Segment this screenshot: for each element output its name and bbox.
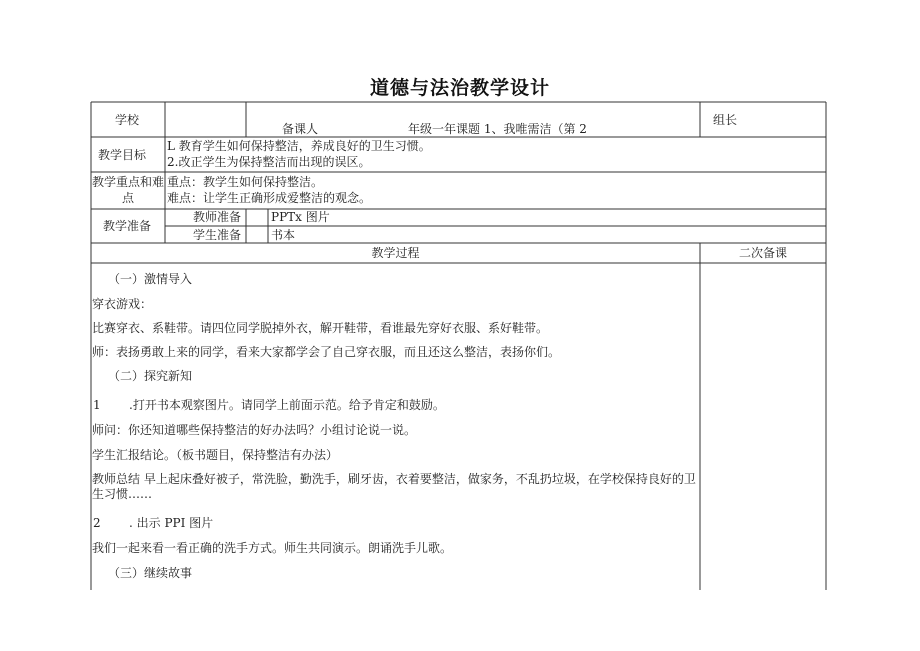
paragraph-continued: 生习惯……	[92, 487, 153, 501]
section-story: （三）继续故事	[108, 566, 193, 580]
difficulty-point: 难点：让学生正确形成爱整洁的观念。	[167, 191, 372, 205]
paragraph: 师：表扬勇敢上来的同学，看来大家都学会了自己穿衣服，而且还这么整洁，表扬你们。	[92, 345, 561, 359]
key-points-label: 教学重点和难	[92, 175, 165, 189]
student-prep-value: 书本	[271, 228, 296, 242]
paragraph: 师问：你还知道哪些保持整洁的好办法吗？小组讨论说一说。	[92, 423, 417, 437]
paragraph: 比赛穿衣、系鞋带。请四位同学脱掉外衣，解开鞋带，看谁最先穿好衣服、系好鞋带。	[92, 321, 549, 335]
step-number: 1	[93, 398, 101, 412]
second-prep-header: 二次备课	[738, 246, 787, 260]
goal-line-1: L 教育学生如何保持整洁，养成良好的卫生习惯。	[167, 139, 431, 153]
key-point: 重点：教学生如何保持整洁。	[167, 175, 324, 189]
paragraph: .打开书本观察图片。请同学上前面示范。给予肯定和鼓励。	[129, 398, 445, 412]
key-points-label-2: 点	[122, 191, 135, 205]
process-header: 教学过程	[371, 246, 420, 260]
paragraph: 我们一起来看一看正确的洗手方式。师生共同演示。朗诵洗手儿歌。	[92, 541, 453, 555]
school-label: 学校	[115, 113, 140, 127]
teacher-prep-value: PPTx 图片	[271, 210, 330, 224]
student-prep-label: 学生准备	[193, 228, 242, 242]
goal-line-2: 2.改正学生为保持整洁而出现的误区。	[167, 155, 371, 169]
paragraph: 穿衣游戏：	[92, 297, 153, 311]
step-number: 2	[93, 516, 101, 530]
goals-label: 教学目标	[98, 148, 147, 162]
paragraph: 教师总结 早上起床叠好被子，常洗脸，勤洗手，刷牙齿，衣着要整洁，做家务，不乱扔垃圾，在学校保持良好的卫	[92, 472, 696, 486]
preparation-label: 教学准备	[103, 219, 152, 233]
preparer-label: 备课人	[282, 122, 319, 136]
section-explore: （二）探究新知	[108, 369, 193, 383]
teacher-prep-label: 教师准备	[193, 210, 242, 224]
leader-label: 组长	[713, 113, 738, 127]
document-title: 道德与法治教学设计	[369, 77, 550, 99]
paragraph: 学生汇报结论。（板书题目，保持整洁有办法）	[92, 448, 339, 462]
grade-topic: 年级一年课题 1、我唯需洁（第 2	[408, 122, 587, 136]
section-intro: （一）激情导入	[108, 272, 193, 286]
paragraph: . 出示 PPI 图片	[129, 516, 214, 530]
